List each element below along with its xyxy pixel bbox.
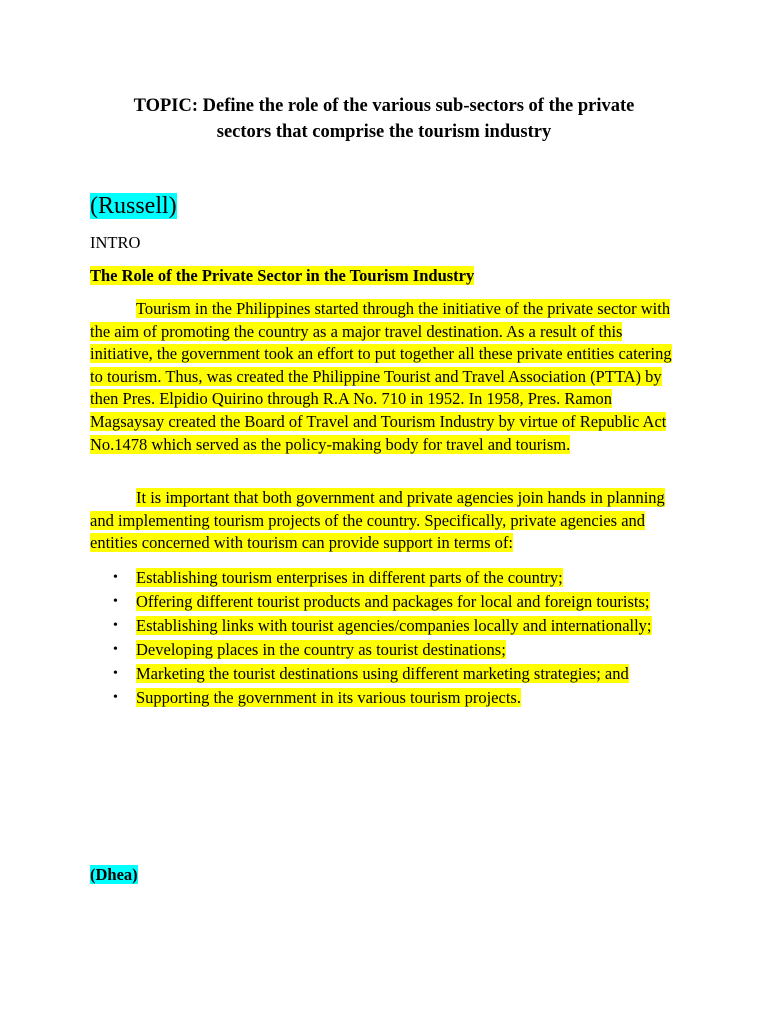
topic-line-2: sectors that comprise the tourism industry [216, 122, 552, 142]
list-item-text: Developing places in the country as tourist destinations; [136, 640, 506, 660]
section-heading [90, 265, 474, 287]
section-heading-text: The Role of the Private Sector in the Tourism Industry [90, 266, 475, 285]
support-bullet-list [90, 567, 680, 712]
document-topic-title [90, 93, 678, 145]
list-item [90, 687, 680, 710]
author-label-dhea [90, 864, 138, 886]
list-item-text: Supporting the government in its various tourism projects. [136, 688, 521, 708]
bullet-icon: • [113, 618, 118, 634]
list-item [90, 663, 680, 686]
bullet-icon: • [113, 570, 118, 585]
list-item-text: Marketing the tourist destinations using different marketing strategies; and [136, 664, 629, 684]
list-item [90, 567, 680, 590]
list-item-text: Offering different tourist products and packages for local and foreign tourists; [136, 592, 650, 612]
paragraph-support-text: It is important that both government and private agencies join hands in planning and implementing tourism projects of the country. Specifically, private agencies and entities concerned with tourism can provide support in terms of: [90, 488, 665, 553]
intro-label: INTRO [90, 233, 141, 252]
paragraph-history [90, 298, 680, 456]
bullet-icon: • [113, 690, 118, 706]
list-item [90, 615, 680, 638]
bullet-icon: • [113, 666, 118, 682]
author-label-russell [90, 191, 177, 221]
russell-highlight: (Russell) [90, 193, 177, 219]
paragraph-history-text: Tourism in the Philippines started through the initiative of the private sector with the aim of promoting the country as a major travel destination. As a result of this initiative, the government took an effort to put together all these private entities catering to tourism. Thus, was created the Philippine Tourist and Travel Association (PTTA) by then Pres. Elpidio Quirino through R.A No. 710 in 1952. In 1958, Pres. Ramon Magsaysay created the Board of Travel and Tourism Industry by virtue of Republic Act No.1478 which served as the policy-making body for travel and tourism. [90, 299, 672, 454]
list-item [90, 591, 680, 614]
bullet-icon: • [113, 642, 118, 658]
dhea-highlight: (Dhea) [90, 865, 138, 884]
list-item-text: Establishing links with tourist agencies/companies locally and internationally; [136, 616, 652, 636]
topic-line-1: TOPIC: Define the role of the various sub-sectors of the private [133, 96, 635, 116]
list-item [90, 639, 680, 662]
paragraph-support [90, 487, 680, 555]
bullet-icon: • [113, 594, 118, 610]
list-item-text: Establishing tourism enterprises in different parts of the country; [136, 568, 563, 587]
